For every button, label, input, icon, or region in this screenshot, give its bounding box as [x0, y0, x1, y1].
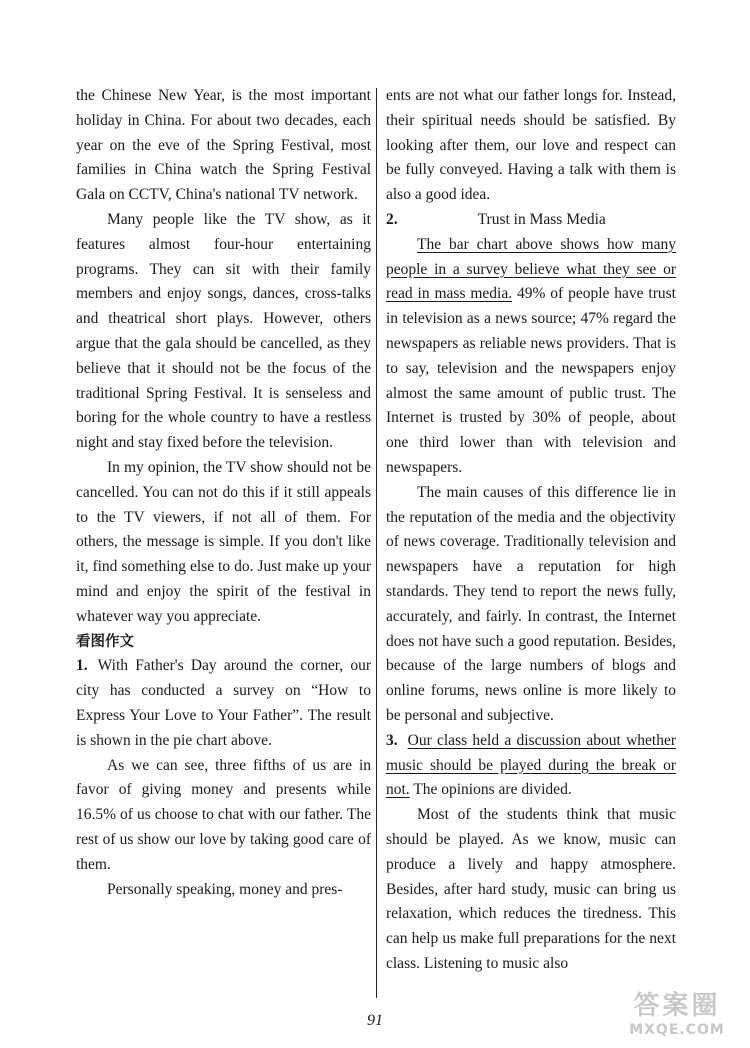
watermark-logo [622, 985, 732, 1038]
paragraph: As we can see, three fifths of us are in favor of giving money and presents while 16.5% of us choose to chat with our father. The rest of us show our love by taking good care of them. [76, 756, 371, 873]
right-column [386, 84, 676, 977]
paragraph: the Chinese New Year, is the most important holiday in China. For about two decades, each year on the eve of the Spring Festival, most families in China watch the Spring Festival Gala on CCTV, China's national TV network. [76, 87, 371, 204]
item-2-title: Trust in Mass Media [477, 210, 606, 228]
underlined-sentence: The bar chart above shows how many people in a survey believe what they see or read in mass media. [386, 235, 676, 303]
paragraph: ents are not what our father longs for. Instead, their spiritual needs should be satisfied. By looking after them, our love and respect can be fully conveyed. Having a talk with them is also a good idea. [386, 87, 676, 204]
paragraph: Many people like the TV show, as it features almost four-hour entertaining programs. They can sit with their family members and enjoy songs, dances, cross-talks and theatrical short plays. However, others argue that the gala should be cancelled, as they believe that it should not be the focus of the traditional Spring Festival. It is senseless and boring for the whole country to have a restless night and stay fixed before the television. [76, 210, 371, 452]
watermark-url: MXQE.COM [629, 1022, 725, 1038]
paragraph: Personally speaking, money and pres- [107, 880, 343, 898]
item-1-paragraph [76, 654, 371, 753]
item-2-title-line [386, 208, 676, 233]
paragraph: In my opinion, the TV show should not be cancelled. You can not do this if it still appeals to the TV viewers, if not all of them. For others, the message is simple. If you don't like it, find something else to do. Just make up your mind and enjoy the spirit of the festival in whatever way you appreciate. [76, 458, 371, 625]
item-2-paragraph [386, 233, 676, 481]
item-number: 1. [76, 657, 88, 675]
column-divider [376, 88, 377, 998]
paragraph: The main causes of this difference lie in the reputation of the media and the objectivity of news coverage. Traditionally television and newspapers have a reputation for high standards. They tend to report the news fully, accurately, and fairly. In contrast, the Internet does not have such a good reputation. Besides, because of the large numbers of blogs and online forums, news online is more likely to be personal and subjective. [386, 483, 676, 724]
paragraph: Most of the students think that music should be played. As we know, music can produce a lively and happy atmosphere. Besides, after hard study, music can bring us relaxation, which reduces the tiredness. This can help us make full preparations for the next class. Listening to music also [386, 806, 676, 972]
page-number: 91 [367, 1012, 383, 1029]
underlined-sentence: Our class held a discussion about whether music should be played during the break or not. [386, 731, 676, 799]
item-3-paragraph [386, 729, 676, 803]
item-1-text: With Father's Day around the corner, our city has conducted a survey on “How to Express Your Love to Your Father”. The result is shown in the pie chart above. [76, 657, 371, 749]
item-number: 2. [386, 210, 398, 228]
section-heading: 看图作文 [76, 633, 134, 650]
paragraph-text: The opinions are divided. [409, 781, 572, 799]
paragraph-text: 49% of people have trust in television as a news source; 47% regard the newspapers as reliable news providers. That is to say, television and the newspapers enjoy almost the same amount of public trust. The Internet is trusted by 30% of people, about one third lower than with television and newspapers. [386, 285, 676, 476]
item-number: 3. [386, 731, 398, 749]
left-column [76, 84, 371, 902]
watermark-chinese: 答案圈 [633, 991, 721, 1021]
